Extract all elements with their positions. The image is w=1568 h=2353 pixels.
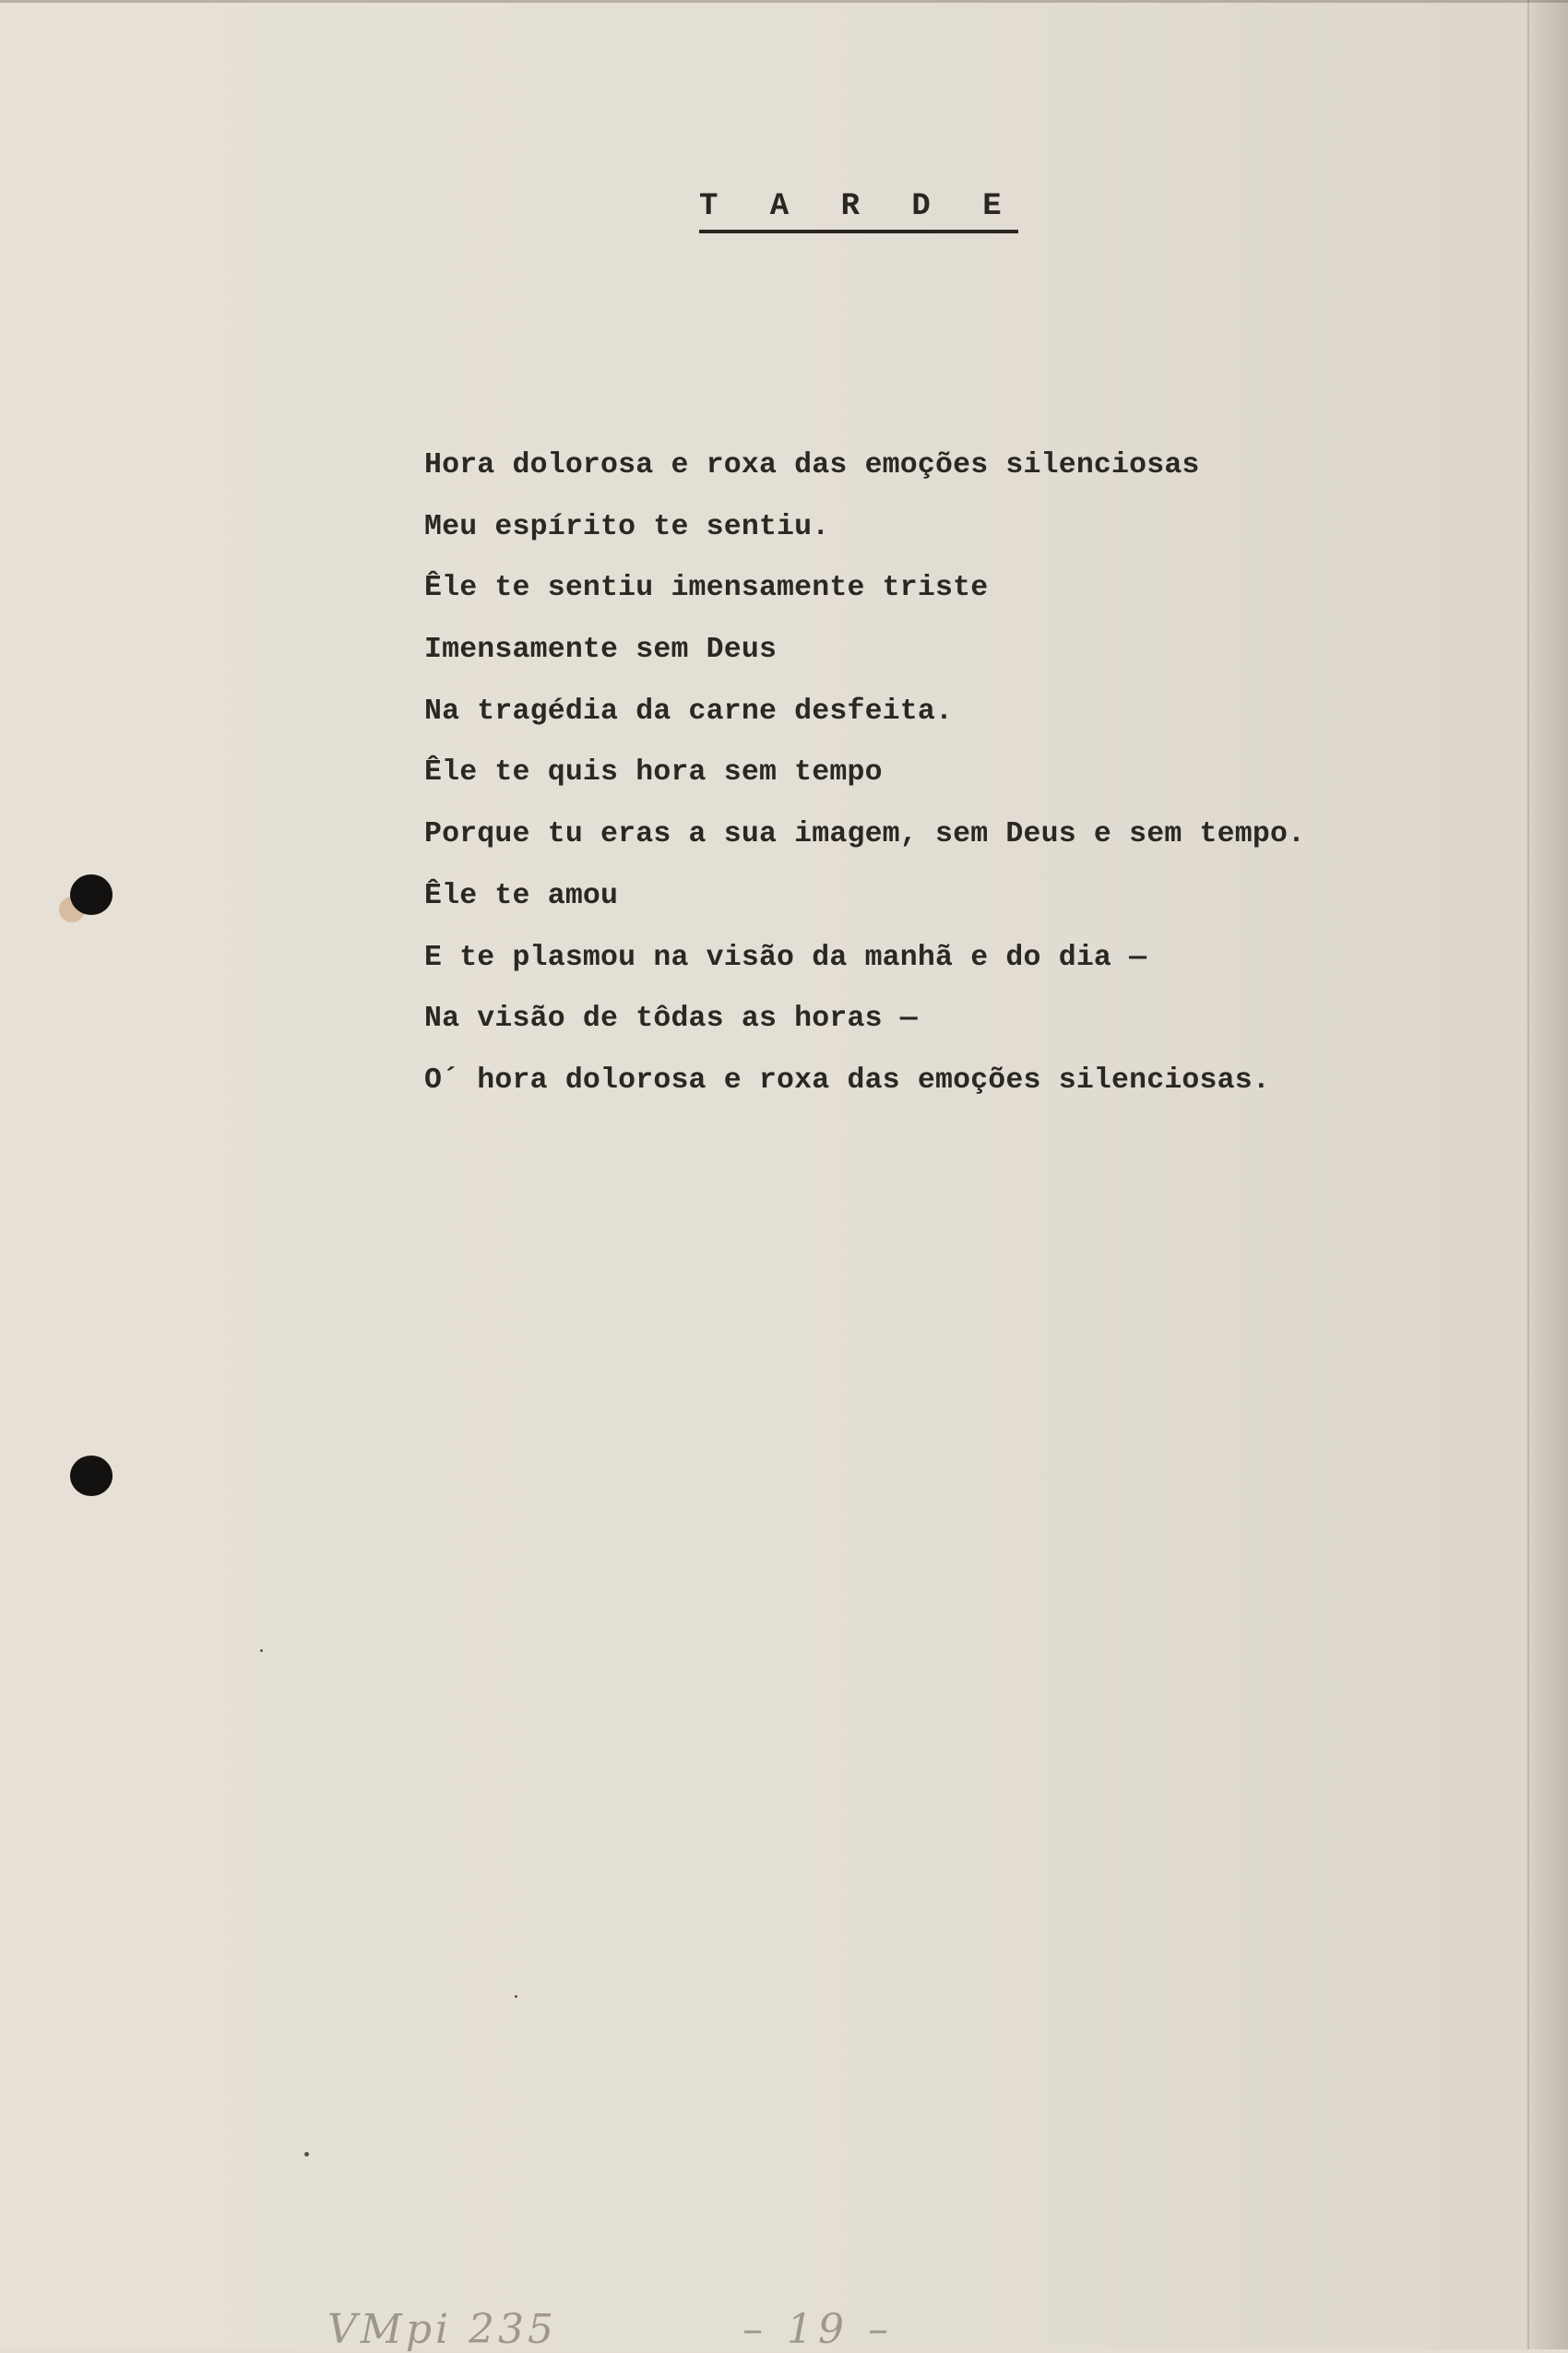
- right-edge-line: [1527, 0, 1529, 2349]
- poem-line: Na visão de tôdas as horas —: [424, 1003, 918, 1036]
- right-edge-shadow: [1524, 0, 1568, 2349]
- paper-speck: [515, 1995, 517, 1998]
- punch-hole-top: [70, 874, 113, 915]
- poem-title: T A R D E: [699, 189, 1018, 233]
- punch-hole-bottom: [70, 1456, 113, 1496]
- top-edge: [0, 0, 1568, 3]
- poem-line: E te plasmou na visão da manhã e do dia —: [424, 941, 1147, 974]
- poem-line: Êle te sentiu imensamente triste: [424, 572, 989, 605]
- paper-speck: [304, 2152, 309, 2157]
- poem-line: O´ hora dolorosa e roxa das emoções silenciosas.: [424, 1064, 1270, 1097]
- poem-line: Êle te quis hora sem tempo: [424, 756, 883, 790]
- poem-line: Imensamente sem Deus: [424, 634, 778, 667]
- poem-body: [424, 435, 1305, 1112]
- page-number: – 19 –: [742, 2306, 894, 2353]
- paper-speck: [260, 1649, 263, 1652]
- poem-line: Na tragédia da carne desfeita.: [424, 695, 954, 728]
- poem-line: Porque tu eras a sua imagem, sem Deus e sem tempo.: [424, 818, 1306, 851]
- poem-line: Hora dolorosa e roxa das emoções silenciosas: [424, 449, 1200, 481]
- poem-line: Êle te amou: [424, 879, 619, 912]
- archive-reference: VMpi 235: [327, 2306, 558, 2353]
- poem-line: Meu espírito te sentiu.: [424, 510, 830, 543]
